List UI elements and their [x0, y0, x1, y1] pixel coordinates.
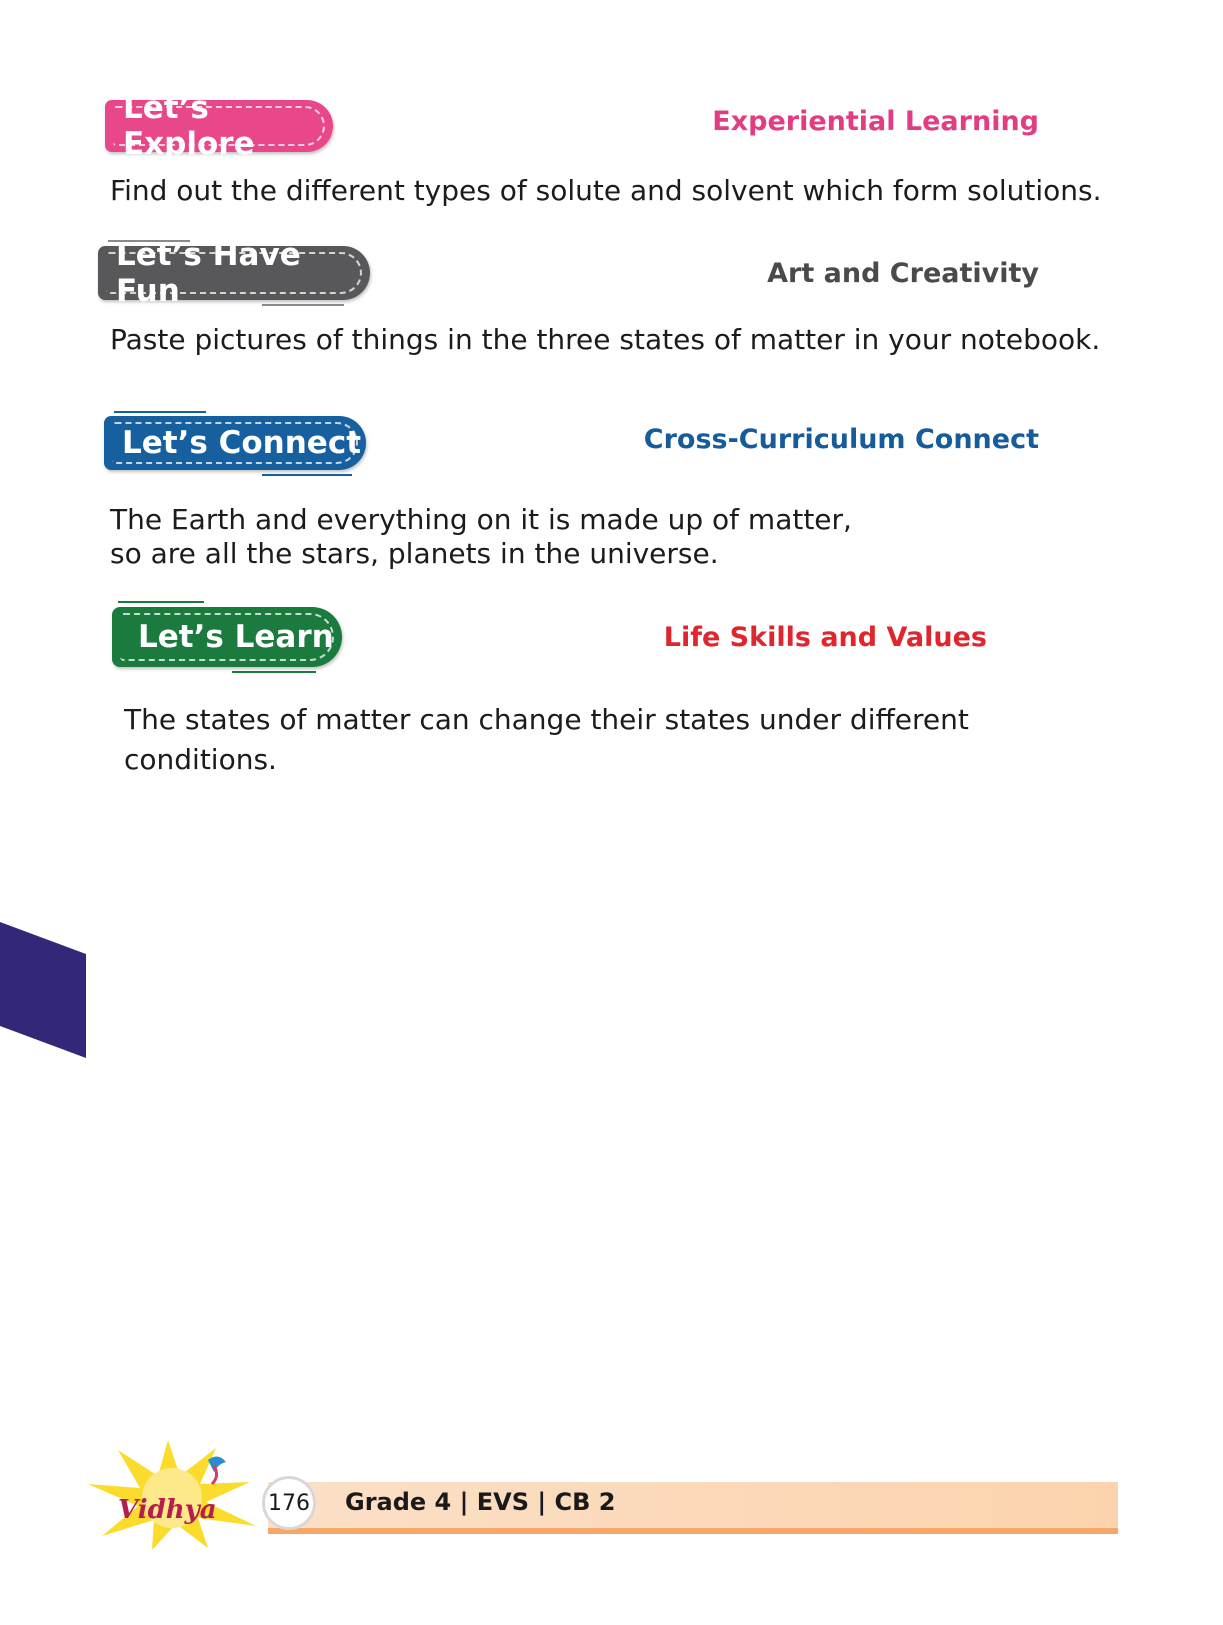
experiential-learning-label: Experiential Learning — [712, 106, 1039, 137]
text-line: Find out the different types of solute and solvent which form solutions. — [110, 174, 1102, 207]
text-line: conditions. — [124, 743, 277, 776]
lets-connect-tag — [104, 416, 366, 470]
decor-line — [118, 601, 204, 603]
lets-connect-text — [110, 503, 852, 571]
page-number-badge — [262, 1476, 316, 1530]
decor-line — [262, 304, 344, 306]
text-line: The Earth and everything on it is made up of matter, — [110, 503, 852, 536]
lets-have-fun-tag-label: Let’s Have Fun — [116, 237, 301, 309]
lets-learn-text — [124, 700, 969, 780]
decor-line — [114, 411, 206, 413]
lets-have-fun-tag — [98, 237, 370, 309]
text-line: The states of matter can change their states under different — [124, 703, 969, 736]
cross-curriculum-connect-label: Cross-Curriculum Connect — [643, 424, 1039, 455]
page-number: 176 — [268, 1490, 310, 1516]
decor-line — [232, 671, 316, 673]
lets-explore-tag — [105, 90, 333, 162]
page-footer — [0, 1440, 1223, 1560]
lets-connect-tag-label: Let’s Connect — [122, 425, 362, 461]
lets-learn-tag — [112, 607, 342, 667]
lets-learn-tag-label: Let’s Learn — [138, 619, 334, 655]
text-line: so are all the stars, planets in the universe. — [110, 537, 719, 570]
lets-explore-text — [110, 174, 1101, 208]
side-tab-marker — [0, 922, 90, 1062]
life-skills-and-values-label: Life Skills and Values — [663, 622, 987, 653]
art-and-creativity-label: Art and Creativity — [767, 258, 1039, 289]
text-line: Paste pictures of things in the three states of matter in your notebook. — [110, 323, 1101, 356]
vidhya-logo-text: Vidhya — [118, 1495, 217, 1525]
lets-have-fun-text — [110, 323, 1100, 357]
decor-line — [262, 474, 352, 476]
footer-course-info: Grade 4 | EVS | CB 2 — [345, 1488, 616, 1516]
lets-explore-tag-label: Let’s Explore — [123, 90, 255, 162]
